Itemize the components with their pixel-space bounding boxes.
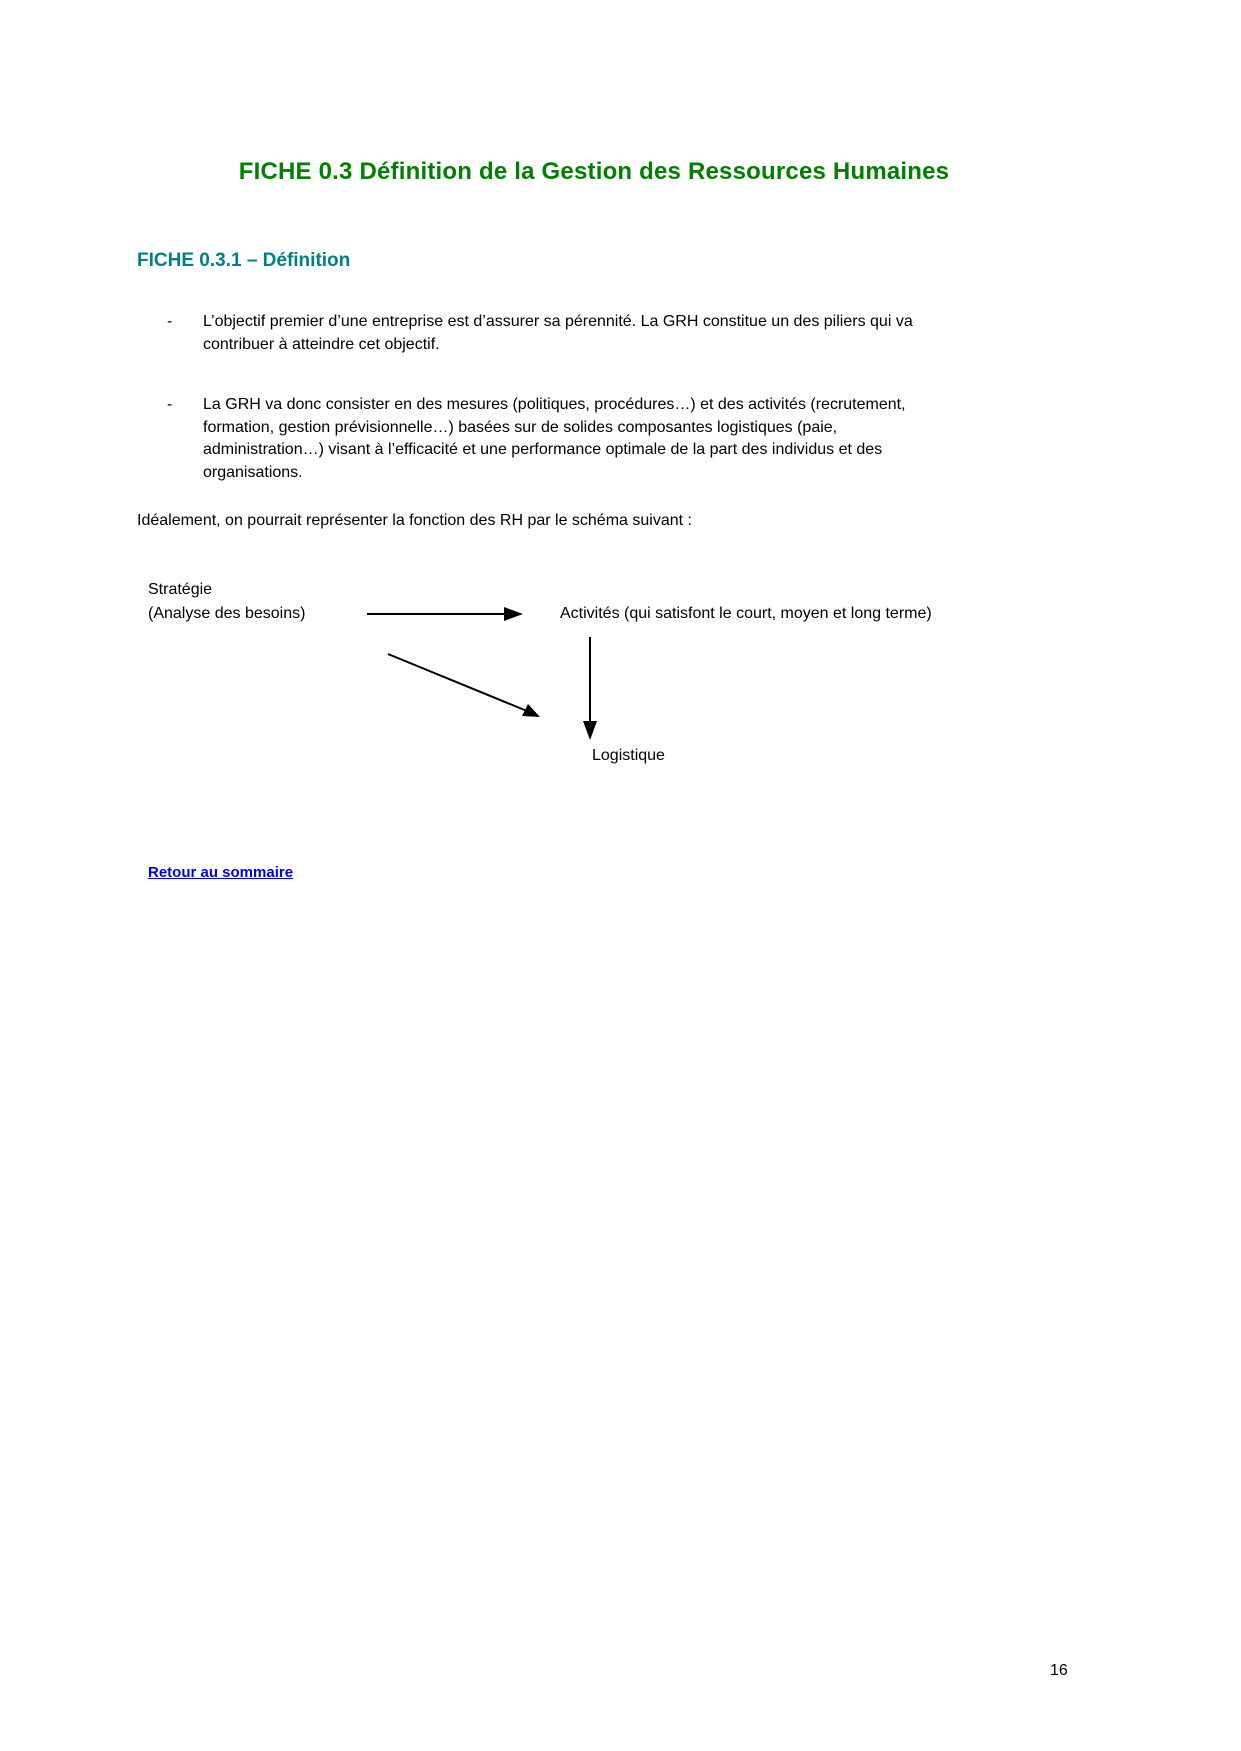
page-title: FICHE 0.3 Définition de la Gestion des Ressources Humaines [238,158,950,185]
bullet-text [203,311,913,356]
bullet-dash: - [167,313,173,330]
bullet-line: L’objectif premier d’une entreprise est d’assurer sa pérennité. La GRH constitue un des piliers qui va [203,313,913,330]
bullet-line: La GRH va donc consister en des mesures (politiques, procédures…) et des activités (recrutement, [203,396,906,413]
diagram-node-activites [560,602,932,626]
back-to-summary-link[interactable]: Retour au sommaire [148,864,294,881]
section-heading: FICHE 0.3.1 – Définition [137,250,351,271]
bullet-text [203,394,906,484]
diagram-node-strategie [148,578,305,626]
bullet-dash: - [167,396,173,413]
page-number: 16 [1050,1662,1068,1679]
arrow-activites-to-logistique [583,637,597,740]
arrow-strategie-to-activites [367,607,523,621]
intro-sentence: Idéalement, on pourrait représenter la fonction des RH par le schéma suivant : [137,512,692,529]
bullet-line: administration…) visant à l’efficacité et une performance optimale de la part des individus et des [203,441,883,458]
strategie-sublabel: (Analyse des besoins) [148,605,306,622]
bullet-item [167,311,913,356]
bullet-line: contribuer à atteindre cet objectif. [203,335,440,353]
arrow-strategie-to-logistique [388,654,540,717]
logistique-label: Logistique [592,747,665,764]
bullet-item [167,394,906,484]
bullet-line: organisations. [203,463,303,481]
activites-label: Activités (qui satisfont le court, moyen et long terme) [560,605,932,622]
diagram-node-logistique [592,744,665,768]
bullet-line: formation, gestion prévisionnelle…) basées sur de solides composantes logistiques (paie, [203,418,838,436]
strategie-label: Stratégie [148,581,213,598]
